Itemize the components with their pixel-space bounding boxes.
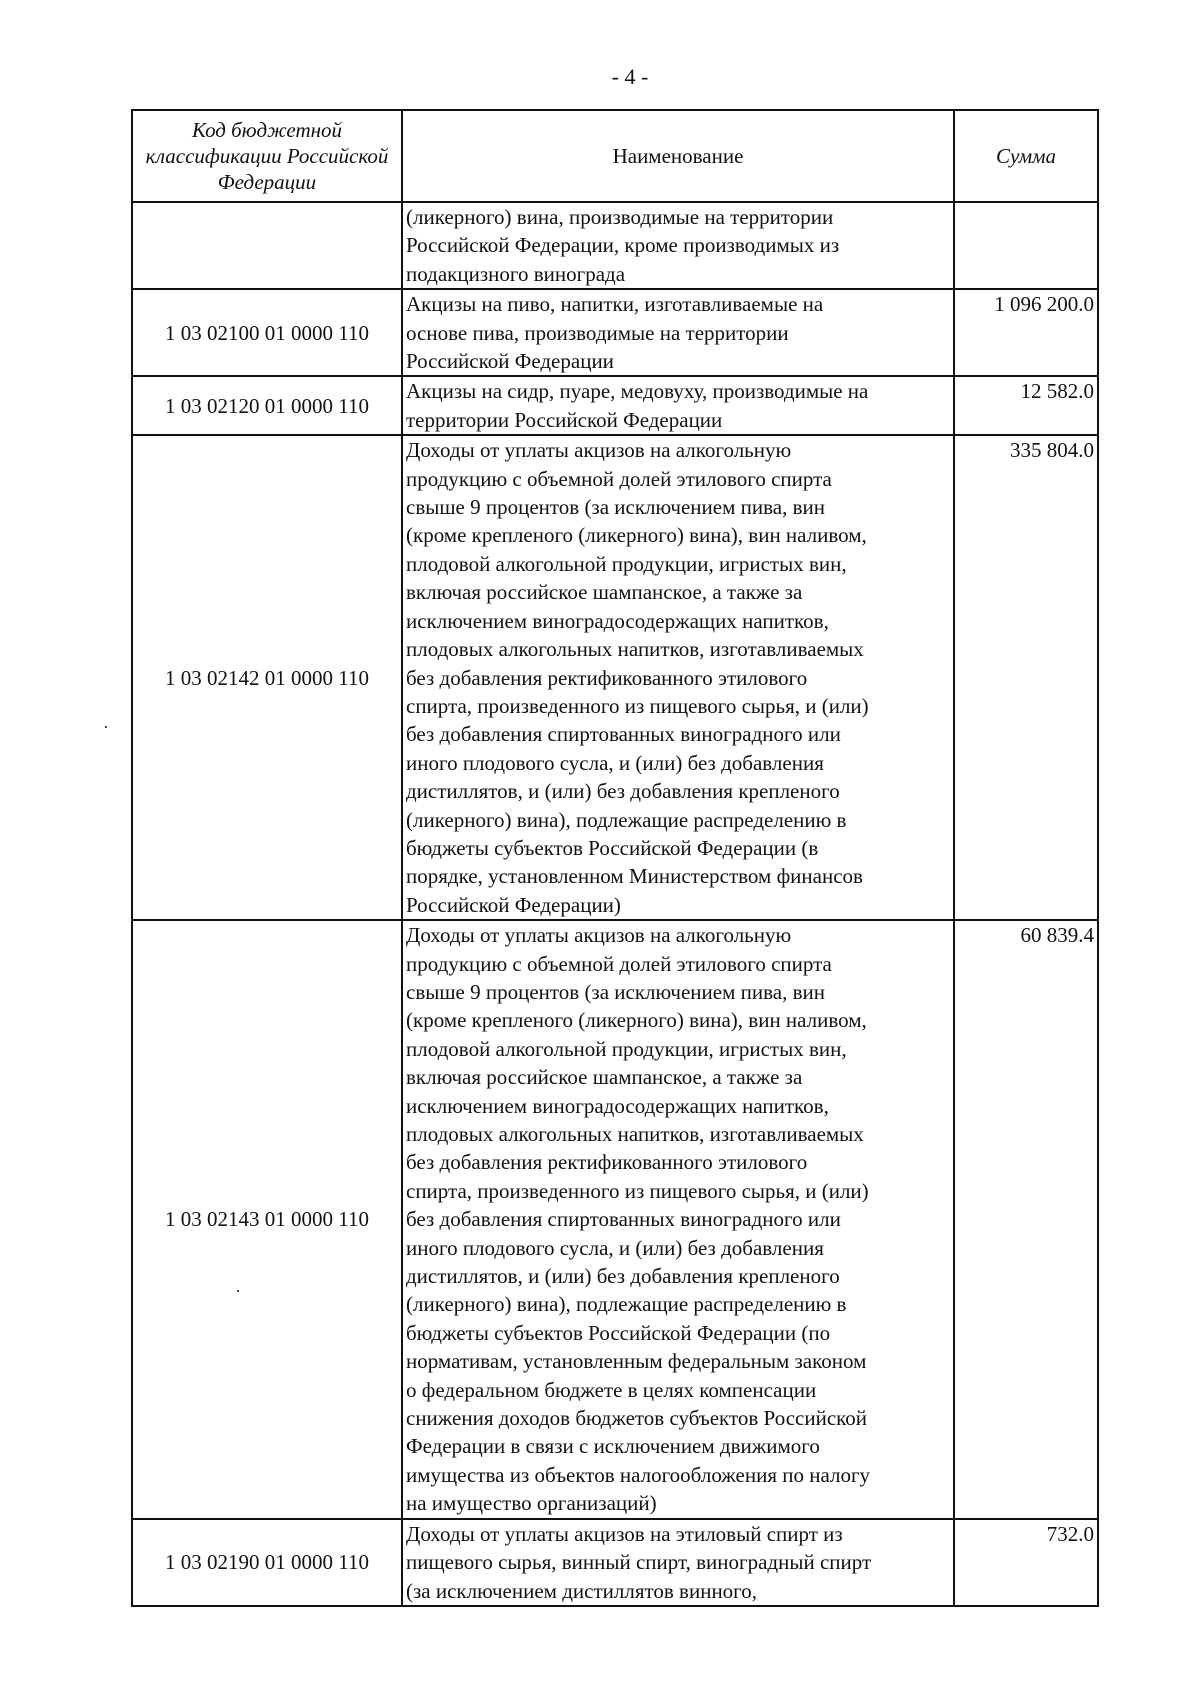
- header-sum: Сумма: [953, 111, 1097, 201]
- row-code: [133, 203, 401, 288]
- table-row: [133, 919, 1097, 1518]
- row-name: Акцизы на пиво, напитки, изготавливаемые на основе пива, производимые на территории Российской Федерации: [401, 290, 953, 375]
- table-row: [133, 375, 1097, 434]
- scan-speck: [237, 1290, 239, 1292]
- scan-speck: [105, 726, 107, 728]
- row-sum: 732.0: [953, 1520, 1097, 1605]
- page-number: - 4 -: [611, 64, 649, 89]
- row-name: (ликерного) вина, производимые на территории Российской Федерации, кроме производимых из подакцизного винограда: [401, 203, 953, 288]
- row-sum: 1 096 200.0: [953, 290, 1097, 375]
- row-name: Доходы от уплаты акцизов на алкогольную продукцию с объемной долей этилового спирта свыше 9 процентов (за исключением пива, вин (кроме крепленого (ликерного) вина), вин наливом, плодовой алкогольной продукции, игристых вин, включая российское шампанское, а также за исключением виноградосодержащих напитков, плодовых алкогольных напитков, изготавливаемых без добавления ректификованного этилового спирта, произведенного из пищевого сырья, и (или) без добавления спиртованных виноградного или иного плодового сусла, и (или) без добавления дистиллятов, и (или) без добавления крепленого (ликерного) вина), подлежащие распределению в бюджеты субъектов Российской Федерации (по нормативам, установленным федеральным законом о федеральном бюджете в целях компенсации снижения доходов бюджетов субъектов Российской Федерации в связи с исключением движимого имущества из объектов налогообложения по налогу на имущество организаций): [401, 921, 953, 1518]
- row-sum: 335 804.0: [953, 436, 1097, 919]
- row-name: Доходы от уплаты акцизов на этиловый спирт из пищевого сырья, винный спирт, виноградный спирт (за исключением дистиллятов винного,: [401, 1520, 953, 1605]
- table-row: [133, 1518, 1097, 1605]
- row-code: 1 03 02120 01 0000 110: [165, 393, 369, 418]
- header-name: Наименование: [401, 111, 953, 201]
- row-code: 1 03 02142 01 0000 110: [165, 665, 369, 690]
- table-row: [133, 288, 1097, 375]
- budget-table: [131, 109, 1099, 1607]
- row-name: Доходы от уплаты акцизов на алкогольную продукцию с объемной долей этилового спирта свыше 9 процентов (за исключением пива, вин (кроме крепленого (ликерного) вина), вин наливом, плодовой алкогольной продукции, игристых вин, включая российское шампанское, а также за исключением виноградосодержащих напитков, плодовых алкогольных напитков, изготавливаемых без добавления ректификованного этилового спирта, произведенного из пищевого сырья, и (или) без добавления спиртованных виноградного или иного плодового сусла, и (или) без добавления дистиллятов, и (или) без добавления крепленого (ликерного) вина), подлежащие распределению в бюджеты субъектов Российской Федерации (в порядке, установленном Министерством финансов Российской Федерации): [401, 436, 953, 919]
- row-code: 1 03 02190 01 0000 110: [165, 1550, 369, 1575]
- table-row: [133, 201, 1097, 288]
- table-row: [133, 434, 1097, 919]
- row-sum: 12 582.0: [953, 377, 1097, 434]
- table-header-row: [133, 111, 1097, 201]
- row-code: 1 03 02100 01 0000 110: [165, 320, 369, 345]
- row-name: Акцизы на сидр, пуаре, медовуху, производимые на территории Российской Федерации: [401, 377, 953, 434]
- row-sum: [953, 203, 1097, 288]
- header-code: Код бюджетной классификации Российской Федерации: [145, 118, 389, 194]
- row-sum: 60 839.4: [953, 921, 1097, 1518]
- row-code: 1 03 02143 01 0000 110: [165, 1207, 369, 1232]
